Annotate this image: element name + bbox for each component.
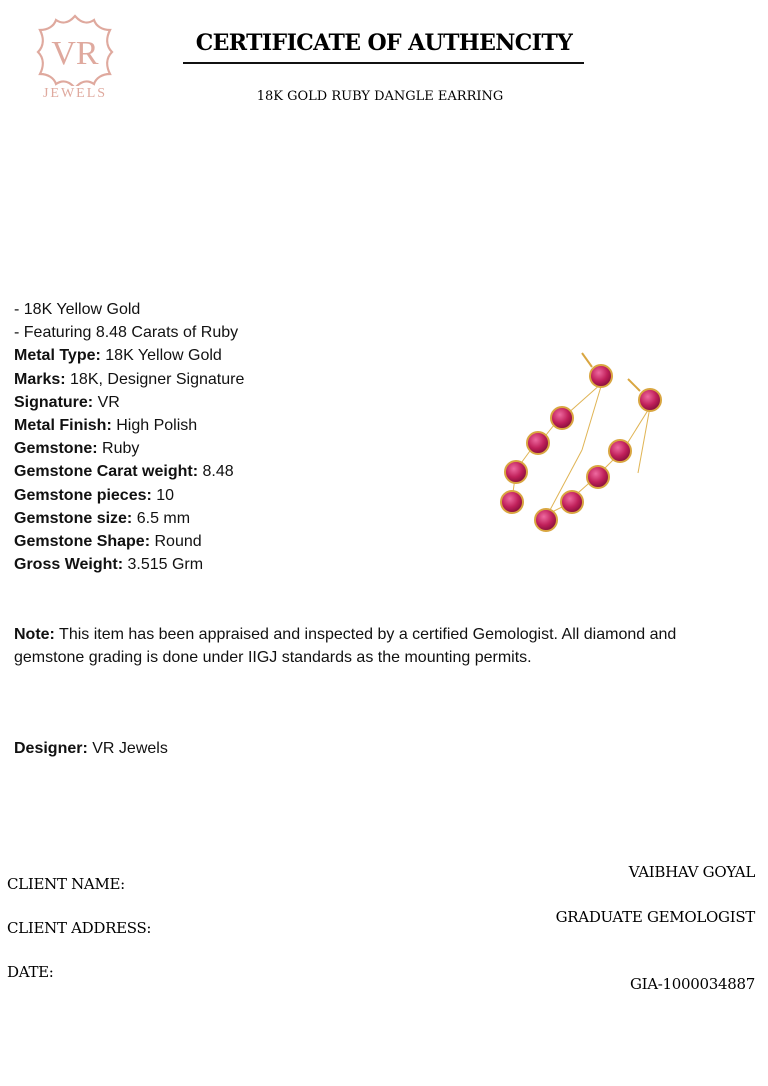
spec-metal-type: Metal Type: 18K Yellow Gold [14, 347, 222, 365]
designer-line [14, 740, 168, 758]
client-address-label: CLIENT ADDRESS: [7, 919, 152, 937]
logo-wordmark: JEWELS [42, 86, 108, 101]
spec-signature: Signature: VR [14, 393, 120, 411]
note-text: This item has been appraised and inspected by a certified Gemologist. All diamond and gemstone grading is done under IIGJ standards as the mounting permits. [14, 626, 677, 666]
product-subtitle: 18K GOLD RUBY DANGLE EARRING [256, 89, 504, 104]
spec-carat-weight: Gemstone Carat weight: 8.48 [14, 463, 234, 481]
earrings-illustration [470, 345, 692, 560]
spec-marks: Marks: 18K, Designer Signature [14, 370, 245, 388]
spec-gemstone-pieces: Gemstone pieces: 10 [14, 486, 175, 504]
client-name-label: CLIENT NAME: [7, 875, 125, 893]
spec-item: - 18K Yellow Gold [14, 301, 141, 318]
spec-metal-finish: Metal Finish: High Polish [14, 417, 198, 435]
spec-list [14, 298, 244, 576]
brand-logo [30, 14, 120, 106]
certificate-title: CERTIFICATE OF AUTHENCITY [195, 30, 573, 56]
signatory-name: VAIBHAV GOYAL [628, 863, 755, 881]
note-label: Note: [14, 626, 55, 643]
date-label: DATE: [7, 963, 54, 981]
spec-gross-weight: Gross Weight: 3.515 Grm [14, 556, 204, 574]
spec-gemstone-size: Gemstone size: 6.5 mm [14, 509, 191, 527]
designer-value: VR Jewels [92, 740, 168, 757]
left-earring [501, 353, 612, 513]
spec-gemstone-shape: Gemstone Shape: Round [14, 533, 202, 551]
right-earring [535, 379, 661, 531]
signatory-title: GRADUATE GEMOLOGIST [555, 908, 755, 926]
signatory-id: GIA-1000034887 [629, 975, 755, 993]
spec-gemstone: Gemstone: Ruby [14, 440, 140, 458]
designer-label: Designer: [14, 740, 88, 757]
spec-item: - Featuring 8.48 Carats of Ruby [14, 324, 239, 342]
logo-emblem [30, 14, 120, 86]
title-underline [183, 62, 584, 64]
appraisal-note [14, 623, 724, 669]
product-image [470, 345, 692, 560]
logo-monogram: VR [51, 35, 99, 72]
